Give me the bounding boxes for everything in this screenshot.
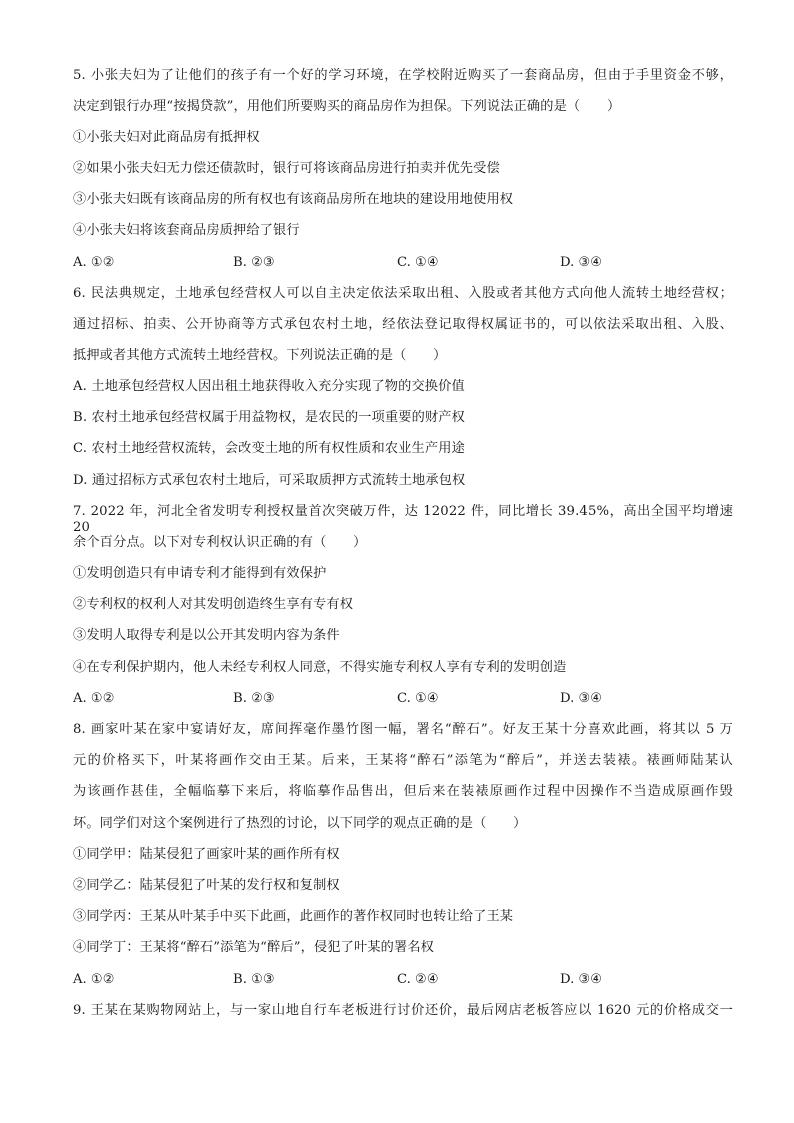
- q8-stem-line-1: 8. 画家叶某在家中宴请好友，席间挥毫作墨竹图一幅，署名“醉石”。好友王某十分喜欢此画，将其以 5 万: [73, 722, 733, 737]
- q8-statement-1: ①同学甲：陆某侵犯了画家叶某的画作所有权: [73, 847, 340, 862]
- q7-statement-2: ②专利权的权利人对其发明创造终生享有专有权: [73, 597, 354, 612]
- q6-option-c: C. 农村土地经营权流转，会改变土地的所有权性质和农业生产用途: [73, 441, 465, 456]
- q5-statement-3: ③小张夫妇既有该商品房的所有权也有该商品房所在地块的建设用地使用权: [73, 192, 514, 207]
- q7-stem-line-2: 余个百分点。以下对专利权认识正确的有（ ）: [73, 535, 367, 550]
- q7-statement-3: ③发明人取得专利是以公开其发明内容为条件: [73, 628, 340, 643]
- q9-stem-line-1: 9. 王某在某购物网站上，与一家山地自行车老板进行讨价还价，最后网店老板答应以 1620 元的价格成交一: [73, 1003, 733, 1018]
- q8-option-c: C. ②④: [397, 972, 439, 987]
- q5-stem-line-1: 5. 小张夫妇为了让他们的孩子有一个好的学习环境，在学校附近购买了一套商品房，但由于手里资金不够，: [73, 68, 733, 83]
- q8-statement-2: ②同学乙：陆某侵犯了叶某的发行权和复制权: [73, 878, 340, 893]
- q5-statement-2: ②如果小张夫妇无力偿还债款时，银行可将该商品房进行拍卖并优先受偿: [73, 161, 500, 176]
- q5-option-d: D. ③④: [560, 255, 603, 270]
- q7-options: [73, 691, 733, 707]
- q5-option-c: C. ①④: [397, 255, 439, 270]
- q8-statement-3: ③同学丙：王某从叶某手中买下此画，此画作的著作权同时也转让给了王某: [73, 909, 514, 924]
- q6-stem-line-3: 抵押或者其他方式流转土地经营权。下列说法正确的是（ ）: [73, 348, 447, 363]
- q5-statement-4: ④小张夫妇将该套商品房质押给了银行: [73, 223, 300, 238]
- q5-option-a: A. ①②: [73, 255, 115, 270]
- q7-stem-line-1: 7. 2022 年，河北全省发明专利授权量首次突破万件，达 12022 件，同比增长 39.45%，高出全国平均增速 20: [73, 504, 733, 535]
- q8-options: [73, 972, 733, 988]
- q7-option-c: C. ①④: [397, 691, 439, 706]
- q8-option-b: B. ①③: [233, 972, 275, 987]
- q5-options: [73, 255, 733, 271]
- q8-stem-line-2: 元的价格买下，叶某将画作交由王某。后来，王某将“醉石”添笔为“醉后”，并送去装裱。裱画师陆某认: [73, 753, 733, 768]
- q5-statement-1: ①小张夫妇对此商品房有抵押权: [73, 130, 260, 145]
- q6-option-d: D. 通过招标方式承包农村土地后，可采取质押方式流转土地承包权: [73, 473, 466, 488]
- q7-statement-4: ④在专利保护期内，他人未经专利权人同意，不得实施专利权人享有专利的发明创造: [73, 660, 567, 675]
- q7-option-a: A. ①②: [73, 691, 115, 706]
- q8-stem-line-4: 坏。同学们对这个案例进行了热烈的讨论，以下同学的观点正确的是（ ）: [73, 816, 527, 831]
- q8-option-d: D. ③④: [560, 972, 603, 987]
- q8-stem-line-3: 为该画作甚佳，全幅临摹下来后，将临摹作品售出，但后来在装裱原画作过程中因操作不当造成原画作毁: [73, 784, 733, 799]
- q5-option-b: B. ②③: [233, 255, 275, 270]
- q6-stem-line-1: 6. 民法典规定，土地承包经营权人可以自主决定依法采取出租、入股或者其他方式向他人流转土地经营权；: [73, 286, 733, 301]
- q6-option-a: A. 土地承包经营权人因出租土地获得收入充分实现了物的交换价值: [73, 379, 465, 394]
- q6-stem-line-2: 通过招标、拍卖、公开协商等方式承包农村土地，经依法登记取得权属证书的，可以依法采取出租、入股、: [73, 317, 733, 332]
- q5-stem-line-2: 决定到银行办理“按揭贷款”，用他们所要购买的商品房作为担保。下列说法正确的是（ ）: [73, 99, 621, 114]
- q6-option-b: B. 农村土地承包经营权属于用益物权，是农民的一项重要的财产权: [73, 410, 465, 425]
- q7-option-b: B. ②③: [233, 691, 275, 706]
- q8-statement-4: ④同学丁：王某将“醉石”添笔为“醉后”，侵犯了叶某的署名权: [73, 940, 435, 955]
- q7-statement-1: ①发明创造只有申请专利才能得到有效保护: [73, 566, 327, 581]
- q7-option-d: D. ③④: [560, 691, 603, 706]
- q8-option-a: A. ①②: [73, 972, 115, 987]
